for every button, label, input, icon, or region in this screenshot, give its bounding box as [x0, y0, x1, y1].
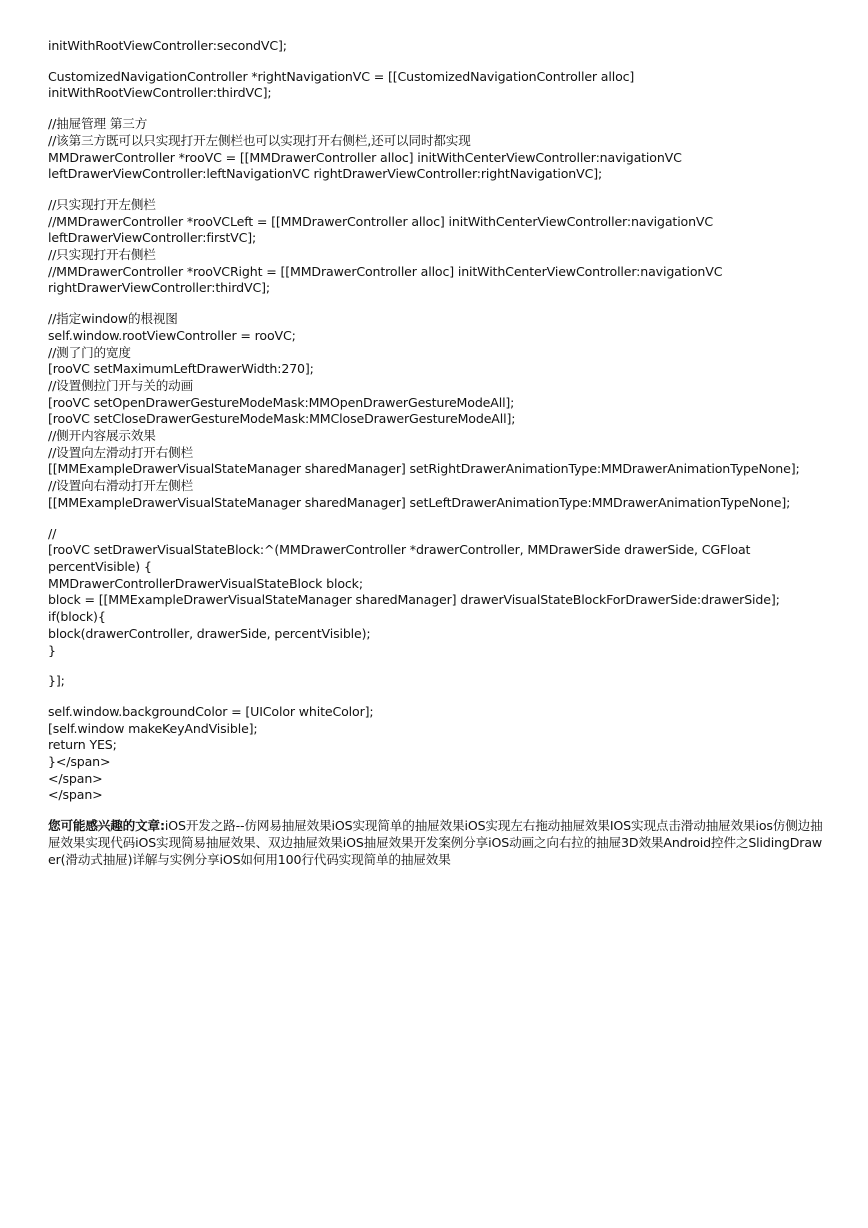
code-line: self.window.backgroundColor = [UIColor whiteColor];	[48, 703, 374, 719]
code-line: }</span>	[48, 754, 111, 770]
code-line: //侧开内容展示效果	[48, 428, 156, 444]
related-articles	[48, 818, 828, 868]
related-articles-links[interactable]: iOS开发之路--仿网易抽屉效果iOS实现简单的抽屉效果iOS实现左右拖动抽屉效果IOS实现点击滑动抽屉效果ios仿侧边抽屉效果实现代码iOS实现简易抽屉效果、双边抽屉效果iOS抽屉效果开发案例分享iOS动画之向右拉的抽屉3D效果Android控件之SlidingDrawer(滑动式抽屉)详解与实例分享iOS如何用100行代码实现简单的抽屉效果	[48, 818, 823, 867]
code-line: leftDrawerViewController:leftNavigationVC rightDrawerViewController:rightNavigationVC];	[48, 166, 603, 182]
code-block	[48, 311, 828, 511]
code-line: initWithRootViewController:secondVC];	[48, 38, 287, 53]
code-block	[48, 38, 828, 55]
code-line: //该第三方既可以只实现打开左侧栏也可以实现打开右侧栏,还可以同时都实现	[48, 132, 471, 148]
paragraph-gap	[48, 183, 828, 197]
document-page	[48, 38, 828, 868]
paragraph-gap	[48, 297, 828, 311]
code-line: MMDrawerController *rooVC = [[MMDrawerController alloc] initWithCenterViewController:navigationVC	[48, 149, 682, 165]
code-block	[48, 116, 828, 183]
code-line: //只实现打开右侧栏	[48, 247, 156, 263]
code-block	[48, 673, 828, 690]
paragraph-gap	[48, 512, 828, 526]
paragraph-gap	[48, 804, 828, 818]
code-line: block(drawerController, drawerSide, percentVisible);	[48, 625, 371, 641]
code-line: [self.window makeKeyAndVisible];	[48, 720, 258, 736]
code-line: rightDrawerViewController:thirdVC];	[48, 280, 270, 296]
code-block	[48, 69, 828, 102]
code-line: return YES;	[48, 737, 117, 753]
code-line: block = [[MMExampleDrawerVisualStateManager sharedManager] drawerVisualStateBlockForDrawerSide:drawerSide];	[48, 592, 780, 608]
code-line: [rooVC setMaximumLeftDrawerWidth:270];	[48, 361, 314, 377]
paragraph-gap	[48, 55, 828, 69]
paragraph-gap	[48, 102, 828, 116]
code-line: //设置向右滑动打开左侧栏	[48, 478, 194, 494]
code-line: //抽屉管理 第三方	[48, 116, 148, 132]
code-line: [[MMExampleDrawerVisualStateManager sharedManager] setLeftDrawerAnimationType:MMDrawerAnimationTypeNone];	[48, 494, 791, 510]
code-line: //只实现打开左侧栏	[48, 196, 156, 212]
code-line: if(block){	[48, 609, 106, 625]
code-line: MMDrawerControllerDrawerVisualStateBlock block;	[48, 575, 363, 591]
code-line: leftDrawerViewController:firstVC];	[48, 230, 257, 246]
code-line: [rooVC setOpenDrawerGestureModeMask:MMOpenDrawerGestureModeAll];	[48, 394, 515, 410]
code-line: initWithRootViewController:thirdVC];	[48, 85, 272, 101]
paragraph-gap	[48, 690, 828, 704]
code-line: self.window.rootViewController = rooVC;	[48, 327, 296, 343]
code-line: [rooVC setDrawerVisualStateBlock:^(MMDrawerController *drawerController, MMDrawerSide drawerSide, CGFloat	[48, 542, 751, 558]
code-line: </span>	[48, 770, 103, 786]
code-block	[48, 526, 828, 660]
code-line: //MMDrawerController *rooVCLeft = [[MMDrawerController alloc] initWithCenterViewController:navigationVC	[48, 213, 714, 229]
code-line: </span>	[48, 787, 103, 803]
code-block	[48, 704, 828, 804]
code-line: //测了门的宽度	[48, 344, 131, 360]
code-line: [[MMExampleDrawerVisualStateManager sharedManager] setRightDrawerAnimationType:MMDrawerAnimationTypeNone];	[48, 461, 800, 477]
code-line: //设置侧拉门开与关的动画	[48, 377, 194, 393]
code-line: CustomizedNavigationController *rightNavigationVC = [[CustomizedNavigationController alloc]	[48, 68, 635, 84]
code-line: //设置向左滑动打开右侧栏	[48, 444, 194, 460]
code-line: }];	[48, 673, 65, 689]
code-listing	[48, 38, 828, 818]
code-line: [rooVC setCloseDrawerGestureModeMask:MMCloseDrawerGestureModeAll];	[48, 411, 516, 427]
code-line: //MMDrawerController *rooVCRight = [[MMDrawerController alloc] initWithCenterViewController:navigationVC	[48, 263, 723, 279]
code-line: //	[48, 525, 57, 541]
code-line: percentVisible) {	[48, 558, 152, 574]
related-articles-label: 您可能感兴趣的文章:	[48, 818, 165, 834]
code-line: //指定window的根视图	[48, 311, 178, 327]
paragraph-gap	[48, 659, 828, 673]
code-block	[48, 197, 828, 297]
code-line: }	[48, 642, 56, 658]
